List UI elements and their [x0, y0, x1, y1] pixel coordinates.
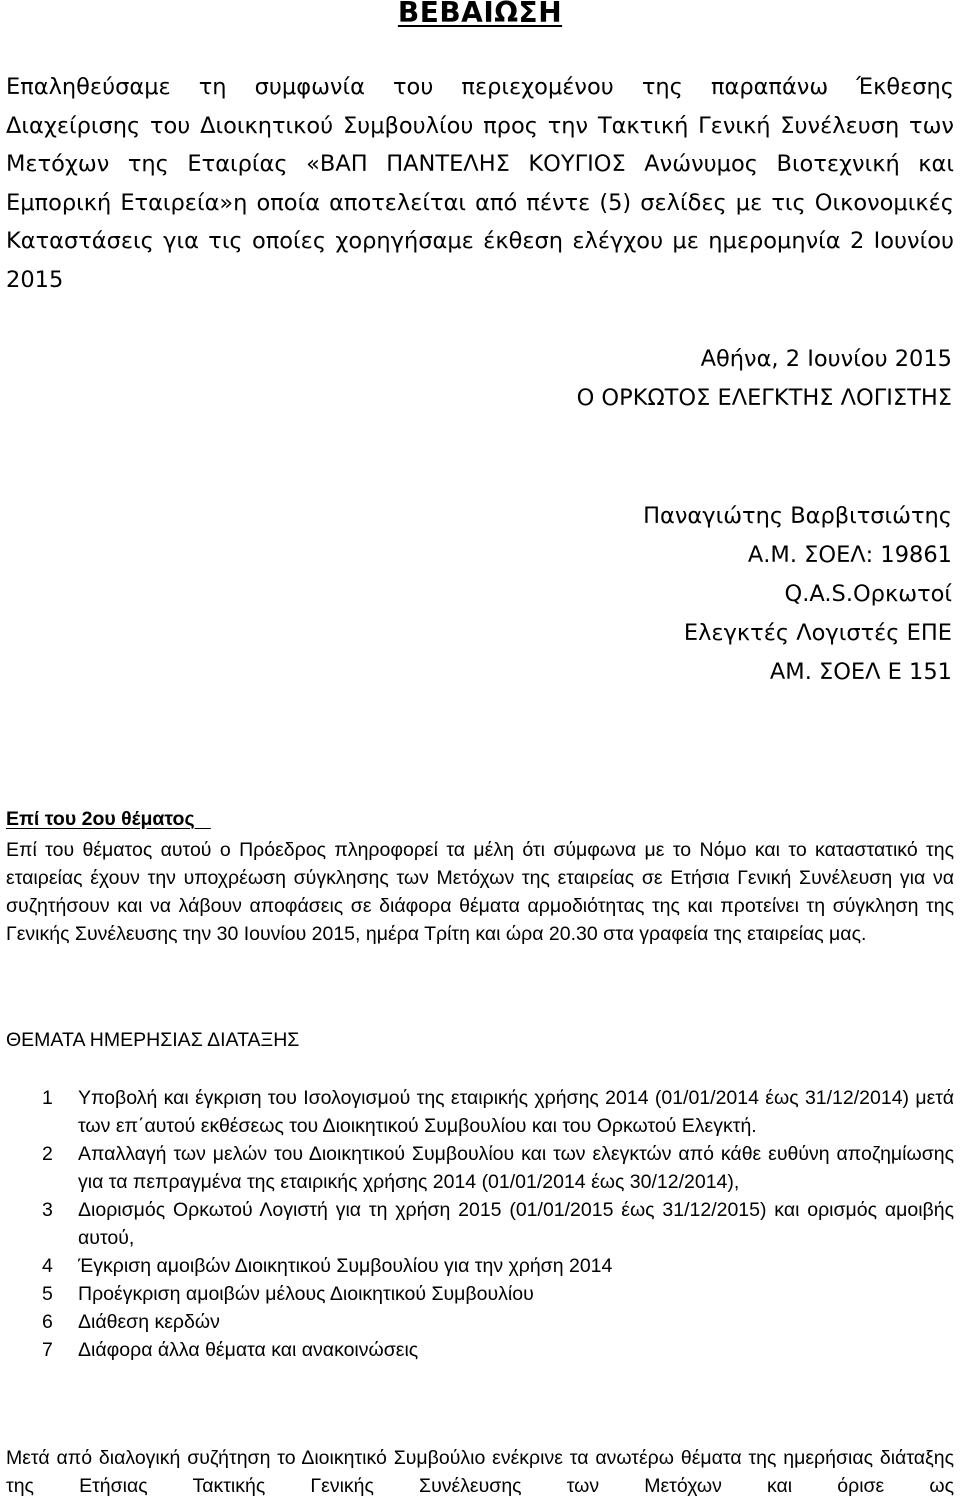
agenda-item-number: 5	[42, 1283, 53, 1305]
agenda-item-number: 6	[42, 1311, 53, 1333]
agenda-item	[6, 1084, 954, 1140]
agenda-item-number: 4	[42, 1255, 53, 1277]
agenda-heading: ΘΕΜΑΤΑ ΗΜΕΡΗΣΙΑΣ ΔΙΑΤΑΞΗΣ	[6, 1029, 300, 1051]
agenda-item-text: Απαλλαγή των μελών του Διοικητικού Συμβουλίου και των ελεγκτών από κάθε ευθύνη αποζημίωσης για τα πεπραγμένα της εταιρικής χρήσης 2014 (01/01/2014 έως 30/12/2014),	[78, 1143, 954, 1193]
agenda-item	[6, 1336, 954, 1364]
agenda-item	[6, 1140, 954, 1196]
agenda-item-text: Έγκριση αμοιβών Διοικητικού Συμβουλίου για την χρήση 2014	[78, 1255, 613, 1277]
agenda-item-text: Προέγκριση αμοιβών μέλους Διοικητικού Συμβουλίου	[78, 1283, 534, 1305]
closing-text: Μετά από διαλογική συζήτηση το Διοικητικό Συμβούλιο ενέκρινε τα ανωτέρω θέματα της ημερήσιας διάταξης της Ετήσιας Τακτικής Γενικής Συνέλευσης των Μετόχων και όρισε ως	[6, 1447, 954, 1497]
section-2-title: Επί του 2ου θέματος	[6, 808, 195, 830]
signature-role: Ο ΟΡΚΩΤΟΣ ΕΛΕΓΚΤΗΣ ΛΟΓΙΣΤΗΣ	[576, 385, 952, 411]
agenda-item-number: 3	[42, 1199, 53, 1221]
agenda-item-number: 7	[42, 1339, 53, 1361]
agenda-item	[6, 1280, 954, 1308]
agenda-item-number: 2	[42, 1143, 53, 1165]
signature-name: Παναγιώτης Βαρβιτσιώτης	[643, 503, 952, 529]
certificate-text: Επαληθεύσαμε τη συμφωνία του περιεχομένου της παραπάνω Έκθεσης Διαχείρισης του Διοικητικού Συμβουλίου προς την Τακτική Γενική Συνέλευση των Μετόχων της Εταιρίας «ΒΑΠ ΠΑΝΤΕΛΗΣ ΚΟΥΓΙΟΣ Ανώνυμος Βιοτεχνική και Εμπορική Εταιρεία»η οποία αποτελείται από πέντε (5) σελίδες με τις Οικονομικές Καταστάσεις για τις οποίες χορηγήσαμε έκθεση ελέγχου με ημερομηνία 2 Ιουνίου 2015	[6, 74, 954, 293]
certificate-title: ΒΕΒΑΙΩΣΗ	[397, 0, 563, 29]
agenda-item-text: Διάθεση κερδών	[78, 1311, 220, 1333]
signature-place-date: Αθήνα, 2 Ιουνίου 2015	[700, 346, 952, 372]
agenda-item-number: 1	[42, 1087, 53, 1109]
agenda-item-text: Διάφορα άλλα θέματα και ανακοινώσεις	[78, 1339, 419, 1361]
agenda-item-text: Υποβολή και έγκριση του Ισολογισμού της εταιρικής χρήσης 2014 (01/01/2014 έως 31/12/2014) μετά των επ΄αυτού εκθέσεως του Διοικητικού Συμβουλίου και του Ορκωτού Ελεγκτή.	[78, 1087, 954, 1137]
signature-header	[392, 340, 952, 418]
signature-firm-line2: Ελεγκτές Λογιστές ΕΠΕ	[683, 620, 952, 646]
signature-firm-line1: Q.A.S.Ορκωτοί	[784, 581, 952, 607]
signature-details	[392, 497, 952, 692]
agenda-item	[6, 1252, 954, 1280]
signature-reg-number: Α.Μ. ΣΟΕΛ: 19861	[747, 542, 952, 568]
signature-firm-reg: ΑΜ. ΣΟΕΛ Ε 151	[769, 659, 952, 685]
agenda-item	[6, 1308, 954, 1336]
section-2-text: Επί του θέματος αυτού ο Πρόεδρος πληροφορεί τα μέλη ότι σύμφωνα με το Νόμο και το καταστατικό της εταιρείας έχουν την υποχρέωση σύγκλησης των Μετόχων της εταιρείας σε Ετήσια Γενική Συνέλευση για να συζητήσουν και να λάβουν αποφάσεις σε διάφορα θέματα αρμοδιότητας της και προτείνει τη σύγκληση της Γενικής Συνέλευσης την 30 Ιουνίου 2015, ημέρα Τρίτη και ώρα 20.30 στα γραφεία της εταιρείας μας.	[6, 839, 954, 945]
agenda-item	[6, 1196, 954, 1252]
agenda-item-text: Διορισμός Ορκωτού Λογιστή για τη χρήση 2015 (01/01/2015 έως 31/12/2015) και ορισμός αμοιβής αυτού,	[78, 1199, 954, 1249]
agenda-list	[6, 1084, 954, 1364]
